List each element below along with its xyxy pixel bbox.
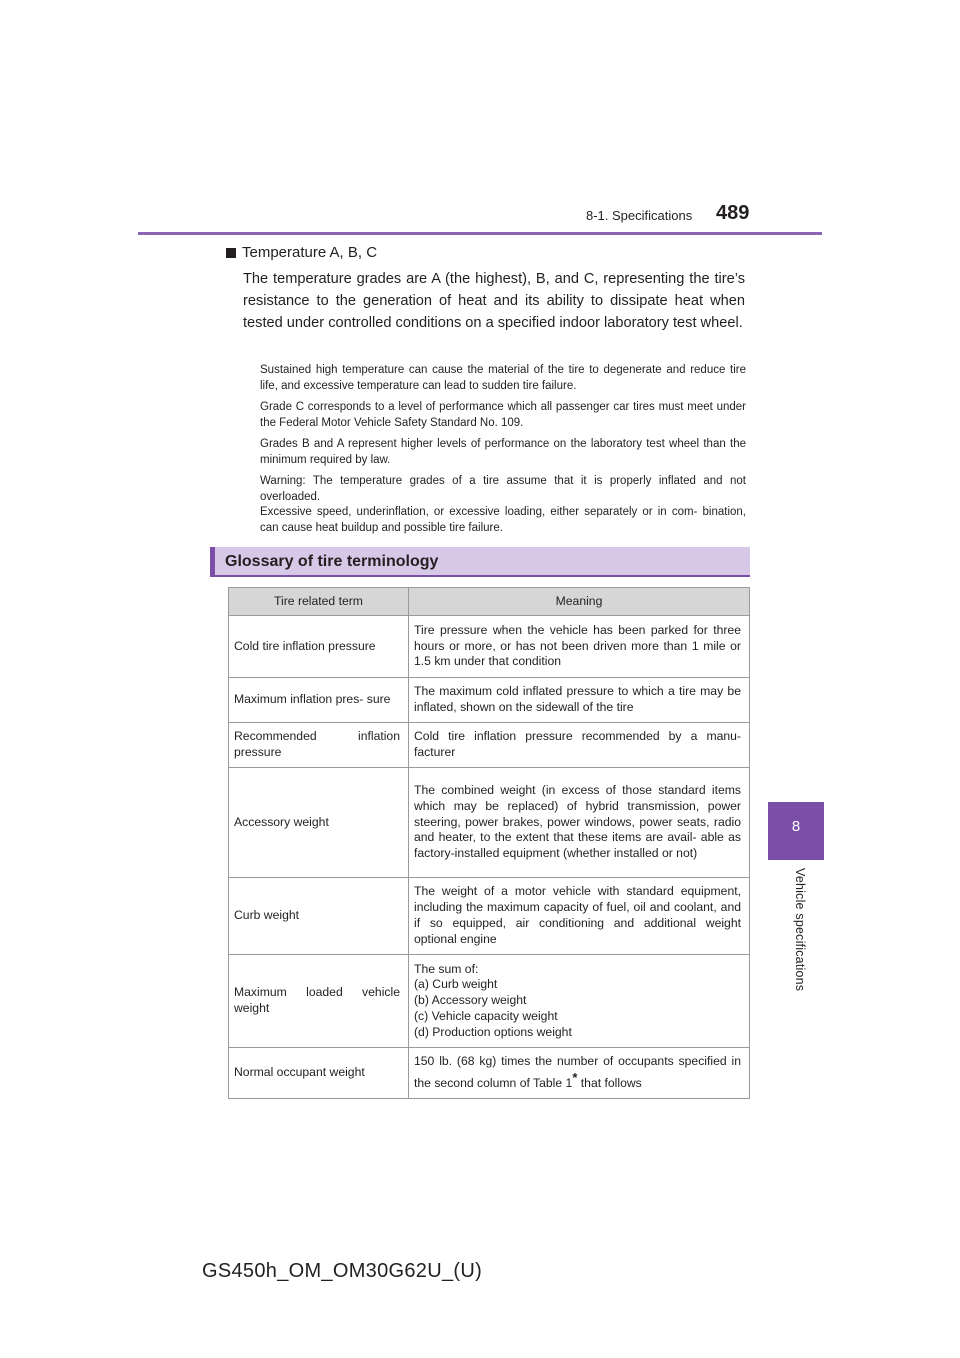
glossary-heading <box>210 547 750 577</box>
meaning-cell: The maximum cold inflated pressure to which a tire may be inflated, shown on the sidewall of the tire <box>409 678 750 723</box>
glossary-heading-text: Glossary of tire terminology <box>225 553 439 570</box>
meaning-line: (c) Vehicle capacity weight <box>414 1008 558 1023</box>
table-row <box>229 878 750 955</box>
temperature-heading <box>226 244 377 261</box>
table-row <box>229 768 750 878</box>
term-cell: Accessory weight <box>229 768 409 878</box>
meaning-cell: Cold tire inflation pressure recommended by a manu- facturer <box>409 723 750 768</box>
glossary-table <box>228 587 750 1099</box>
meaning-cell: The combined weight (in excess of those standard items which may be replaced) of hybrid transmission, power steering, power brakes, power windows, power seats, radio and heater, to the extent that these items are avail- able as factory-installed equipment (whether installed or not) <box>409 768 750 878</box>
column-header-term: Tire related term <box>229 588 409 616</box>
term-cell: Recommended inflation pressure <box>229 723 409 768</box>
section-title: 8-1. Specifications <box>586 208 693 223</box>
square-bullet-icon <box>226 248 236 258</box>
table-header-row <box>229 588 750 616</box>
meaning-line: (b) Accessory weight <box>414 993 527 1008</box>
meaning-line: (d) Production options weight <box>414 1024 572 1039</box>
term-cell: Normal occupant weight <box>229 1048 409 1099</box>
note-paragraph: Sustained high temperature can cause the material of the tire to degenerate and reduce tire life, and excessive temperature can lead to sudden tire failure. <box>260 364 746 392</box>
term-cell: Cold tire inflation pressure <box>229 616 409 678</box>
meaning-line: The sum of: <box>414 961 479 976</box>
warning-paragraph: Excessive speed, underinflation, or excessive loading, either separately or in com- bination, can cause heat buildup and possible tire failure. <box>260 506 746 534</box>
term-cell: Curb weight <box>229 878 409 955</box>
table-row <box>229 678 750 723</box>
term-cell: Maximum inflation pres- sure <box>229 678 409 723</box>
header-divider <box>138 232 822 235</box>
page-number: 489 <box>716 202 750 224</box>
footnote-asterisk: * <box>572 1069 578 1085</box>
table-row <box>229 955 750 1048</box>
chapter-number: 8 <box>791 818 801 835</box>
meaning-line: (a) Curb weight <box>414 977 498 992</box>
table-row <box>229 723 750 768</box>
term-cell: Maximum loaded vehicle weight <box>229 955 409 1048</box>
meaning-cell: Tire pressure when the vehicle has been parked for three hours or more, or has not been driven more than 1 mile or 1.5 km under that condition <box>409 616 750 678</box>
temperature-heading-text: Temperature A, B, C <box>242 244 378 261</box>
note-paragraph: Grade C corresponds to a level of performance which all passenger car tires must meet under the Federal Motor Vehicle Safety Standard No. 109. <box>260 401 746 429</box>
meaning-cell: The weight of a motor vehicle with standard equipment, including the maximum capacity of fuel, oil and coolant, and if so equipped, air conditioning and additional weight optional engine <box>409 878 750 955</box>
table-row <box>229 616 750 678</box>
temperature-intro: The temperature grades are A (the highest), B, and C, representing the tire’s resistance to the generation of heat and its ability to dissipate heat when tested under controlled conditions on a specified indoor laboratory test wheel. <box>243 271 745 331</box>
chapter-tab[interactable] <box>768 802 824 860</box>
temperature-notes <box>260 363 746 542</box>
meaning-text: 150 lb. (68 kg) times the number of occupants specified in the second column of Table 1 <box>414 1054 741 1090</box>
meaning-cell <box>409 1048 750 1099</box>
document-id: GS450h_OM_OM30G62U_(U) <box>202 1260 483 1282</box>
meaning-text-end: that follows <box>577 1075 642 1090</box>
table-row <box>229 1048 750 1099</box>
chapter-label: Vehicle specifications <box>793 868 807 992</box>
note-paragraph: Grades B and A represent higher levels of performance on the laboratory test wheel than the minimum required by law. <box>260 438 746 466</box>
warning-paragraph: Warning: The temperature grades of a tire assume that it is properly inflated and not overloaded. <box>260 475 746 503</box>
meaning-cell <box>409 955 750 1048</box>
column-header-meaning: Meaning <box>409 588 750 616</box>
